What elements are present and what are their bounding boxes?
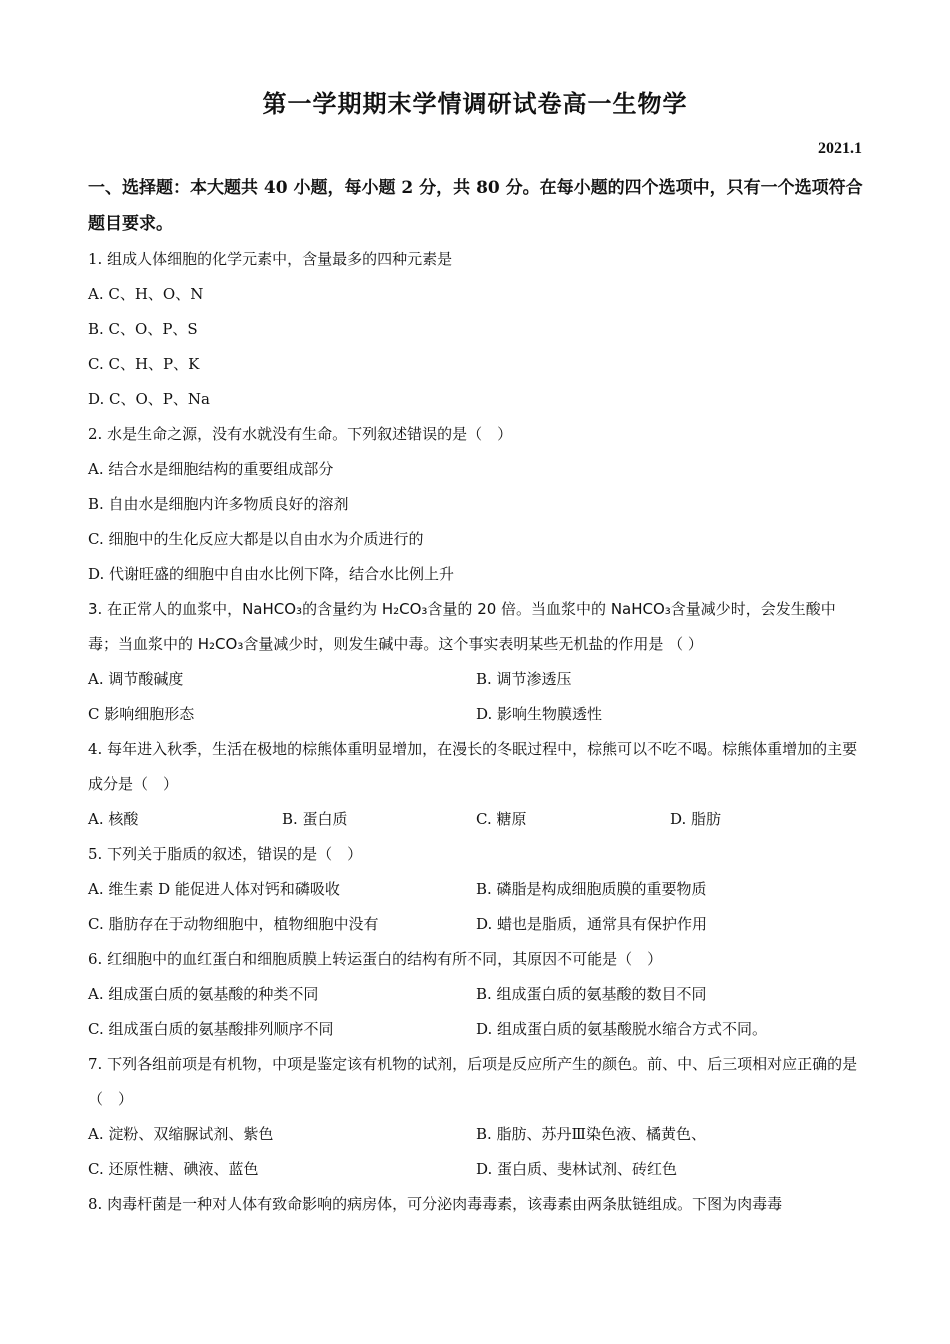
question-stem: 6. 红细胞中的血红蛋白和细胞质膜上转运蛋白的结构有所不同，其原因不可能是（ ） [88, 950, 663, 968]
option-b: B. 组成蛋白质的氨基酸的数目不同 [476, 985, 707, 1003]
exam-date: 2021.1 [818, 140, 862, 157]
option-a: A. 结合水是细胞结构的重要组成部分 [88, 460, 334, 478]
option-d: D. 代谢旺盛的细胞中自由水比例下降，结合水比例上升 [88, 565, 455, 583]
exam-content [88, 170, 863, 1222]
option-d: D. 蛋白质、斐林试剂、砖红色 [476, 1160, 678, 1178]
question-3 [88, 592, 863, 732]
option-a: A. C、H、O、N [88, 285, 204, 303]
question-4 [88, 732, 863, 837]
option-b: B. 磷脂是构成细胞质膜的重要物质 [476, 880, 707, 898]
option-c: C. 组成蛋白质的氨基酸排列顺序不同 [88, 1020, 334, 1038]
option-b: B. 蛋白质 [282, 810, 348, 828]
option-b: B. C、O、P、S [88, 320, 198, 338]
page-title: 第一学期期末学情调研试卷高一生物学 [262, 89, 688, 118]
option-d: D. 组成蛋白质的氨基酸脱水缩合方式不同。 [476, 1020, 768, 1038]
options-row [88, 662, 863, 697]
options-row [88, 1152, 863, 1187]
option-a: A. 核酸 [88, 810, 139, 828]
option-c: C 影响细胞形态 [88, 705, 195, 723]
options-row [88, 802, 863, 837]
question-2 [88, 417, 863, 592]
option-c: C. 脂肪存在于动物细胞中，植物细胞中没有 [88, 915, 379, 933]
options-row [88, 977, 863, 1012]
options-row [88, 872, 863, 907]
question-stem: 1. 组成人体细胞的化学元素中，含量最多的四种元素是 [88, 250, 453, 268]
question-7 [88, 1047, 863, 1187]
question-1 [88, 242, 863, 417]
option-c: C. 还原性糖、碘液、蓝色 [88, 1160, 259, 1178]
question-stem: 7. 下列各组前项是有机物，中项是鉴定该有机物的试剂，后项是反应所产生的颜色。前、中、后三项相对应正确的是（ ） [88, 1055, 858, 1108]
options-row [88, 697, 863, 732]
option-a: A. 淀粉、双缩脲试剂、紫色 [88, 1125, 274, 1143]
question-stem: 8. 肉毒杆菌是一种对人体有致命影响的病房体，可分泌肉毒毒素，该毒素由两条肽链组成。下图为肉毒毒 [88, 1195, 783, 1213]
option-a: A. 维生素 D 能促进人体对钙和磷吸收 [88, 880, 340, 898]
question-stem: 2. 水是生命之源，没有水就没有生命。下列叙述错误的是（ ） [88, 425, 513, 443]
question-stem: 5. 下列关于脂质的叙述，错误的是（ ） [88, 845, 363, 863]
option-b: B. 脂肪、苏丹Ⅲ染色液、橘黄色、 [476, 1125, 707, 1143]
section-heading: 一、选择题：本大题共 40 小题，每小题 2 分，共 80 分。在每小题的四个选项中，只有一个选项符合题目要求。 [88, 178, 863, 234]
option-b: B. 自由水是细胞内许多物质良好的溶剂 [88, 495, 349, 513]
option-a: A. 组成蛋白质的氨基酸的种类不同 [88, 985, 319, 1003]
options-row [88, 1117, 863, 1152]
option-d: D. 影响生物膜透性 [476, 705, 603, 723]
options-row [88, 1012, 863, 1047]
option-d: D. 蜡也是脂质，通常具有保护作用 [476, 915, 708, 933]
question-6 [88, 942, 863, 1047]
question-stem: 4. 每年进入秋季，生活在极地的棕熊体重明显增加，在漫长的冬眠过程中，棕熊可以不吃不喝。棕熊体重增加的主要成分是（ ） [88, 740, 858, 793]
option-d: D. 脂肪 [670, 810, 722, 828]
option-d: D. C、O、P、Na [88, 390, 210, 408]
question-8 [88, 1187, 863, 1222]
option-b: B. 调节渗透压 [476, 670, 572, 688]
question-stem: 3. 在正常人的血浆中，NaHCO₃的含量约为 H₂CO₃含量的 20 倍。当血浆中的 NaHCO₃含量减少时，会发生酸中毒；当血浆中的 H₂CO₃含量减少时，则发生碱中毒。这个事实表明某些无机盐的作用是 （ ） [88, 600, 836, 653]
option-c: C. 细胞中的生化反应大都是以自由水为介质进行的 [88, 530, 424, 548]
options-row [88, 907, 863, 942]
question-5 [88, 837, 863, 942]
option-c: C. C、H、P、K [88, 355, 200, 373]
option-a: A. 调节酸碱度 [88, 670, 184, 688]
option-c: C. 糖原 [476, 810, 527, 828]
